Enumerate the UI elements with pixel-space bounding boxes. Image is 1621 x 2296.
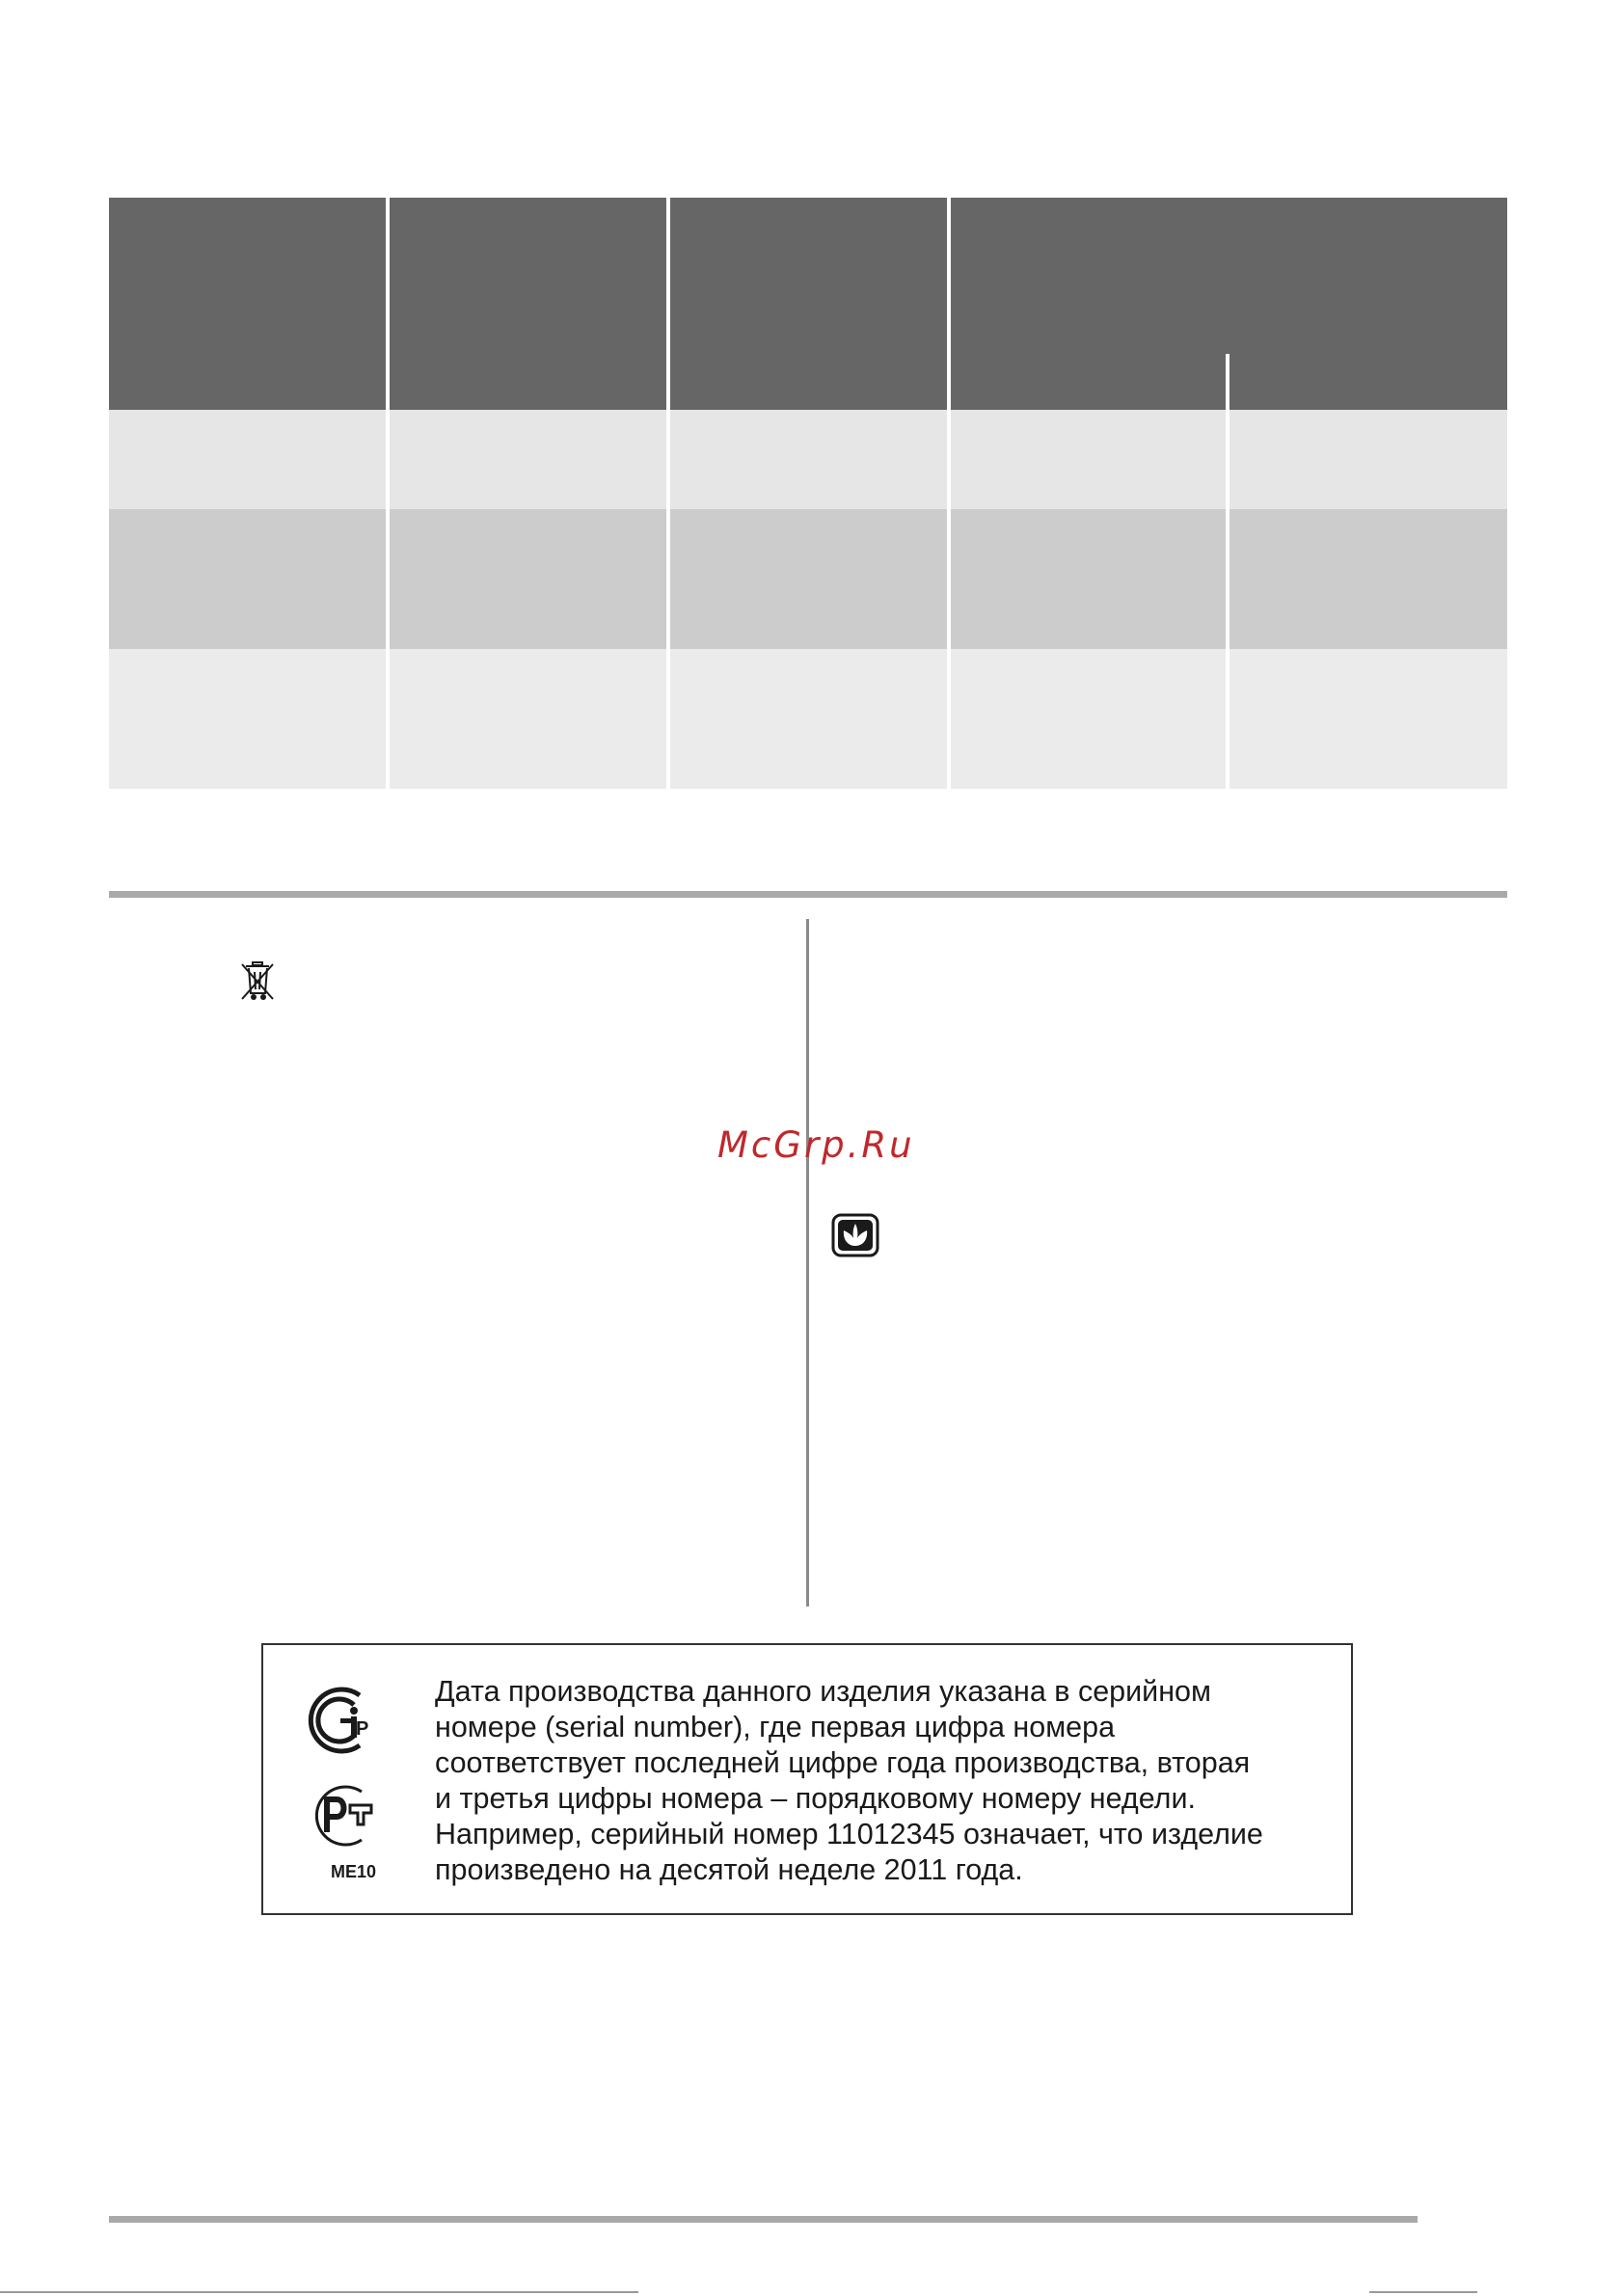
pct-mark-icon <box>306 1780 373 1851</box>
notice-line: соответствует последней цифре года производства, вторая <box>435 1746 1251 1779</box>
watermark: McGrp.Ru <box>717 1124 915 1166</box>
column-divider <box>947 198 951 789</box>
notice-text <box>435 1674 1341 1888</box>
crossed-out-wheeled-bin-icon <box>239 960 276 1003</box>
notice-line: произведено на десятой неделе 2011 года. <box>435 1853 1023 1886</box>
notice-line: и третья цифры номера – порядковому номеру недели. <box>435 1782 1196 1815</box>
svg-text:Р: Р <box>356 1718 369 1740</box>
table-row <box>109 410 1507 509</box>
eac-mark-icon <box>306 1682 371 1759</box>
notice-line: Дата производства данного изделия указана в серийном <box>435 1675 1211 1708</box>
page-bottom-line <box>0 2291 638 2293</box>
table-row <box>109 649 1507 789</box>
section-divider <box>109 891 1507 898</box>
column-separator <box>806 919 809 1607</box>
certification-code: ME10 <box>331 1862 377 1881</box>
page-bottom-line <box>1369 2291 1477 2293</box>
flower-icon <box>831 1213 879 1257</box>
notice-line: Например, серийный номер 11012345 означает, что изделие <box>435 1818 1263 1850</box>
table-header-row <box>109 198 1507 410</box>
column-divider <box>386 198 390 789</box>
column-divider <box>666 198 670 789</box>
footer-rule <box>109 2216 1418 2223</box>
table-row <box>109 509 1507 649</box>
production-date-notice <box>261 1643 1353 1915</box>
column-divider <box>1226 354 1229 789</box>
notice-line: номере (serial number), где первая цифра номера <box>435 1711 1116 1743</box>
